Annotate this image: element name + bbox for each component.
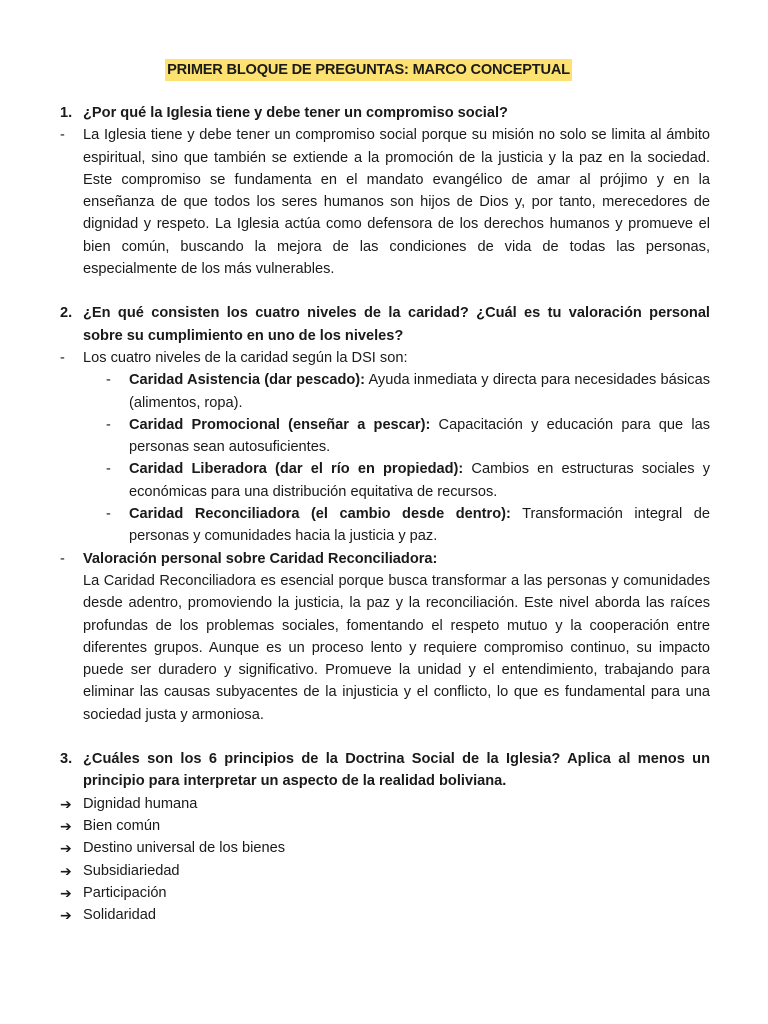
arrow-icon: ➔	[60, 884, 72, 901]
principle-text: Bien común	[83, 817, 161, 834]
answer-text: La Iglesia tiene y debe tener un compromiso social porque su misión no solo se limita al ámbito espiritual, sino que también se extiende a la promoción de la justicia y la paz en la sociedad. Este compromiso se fundamenta en el mandato evangélico de amar al prójimo y en la enseñanza de que todos los seres humanos son hijos de Dios y, por tanto, merecedores de dignidad y respeto. La Iglesia actúa como defensora de los derechos humanos y promueve el bien común, buscando la mejora de las condiciones de vida de todas las personas, especialmente de los más vulnerables.	[83, 127, 710, 278]
answer-1	[60, 124, 710, 280]
answer-2-intro	[60, 347, 710, 369]
charity-level-label: Caridad Liberadora (dar el río en propiedad):	[129, 461, 464, 478]
charity-level	[60, 458, 710, 503]
question-number: 2.	[60, 305, 73, 322]
charity-level-text: Transformación integral de personas y comunidades hacia la justicia y paz.	[129, 506, 710, 545]
dash-bullet: -	[60, 349, 65, 366]
arrow-icon: ➔	[60, 907, 72, 924]
charity-level-label: Caridad Asistencia (dar pescado):	[129, 372, 366, 389]
principle-text: Participación	[83, 884, 167, 901]
arrow-icon: ➔	[60, 862, 72, 879]
question-text: ¿En qué consisten los cuatro niveles de la caridad? ¿Cuál es tu valoración personal sobre su cumplimiento en uno de los niveles?	[83, 305, 710, 344]
title-wrap	[0, 59, 737, 81]
principle-item	[60, 793, 710, 815]
dash-bullet: -	[60, 550, 65, 567]
valoracion-block	[60, 548, 710, 726]
charity-level-label: Caridad Reconciliadora (el cambio desde dentro):	[129, 506, 511, 523]
charity-level-text: Capacitación y educación para que las personas sean autosuficientes.	[129, 416, 711, 456]
principle-text: Subsidiariedad	[83, 862, 180, 879]
valoracion-text: La Caridad Reconciliadora es esencial porque busca transformar a las personas y comunidades desde adentro, promoviendo la justicia, la paz y la reconciliación. Este nivel aborda las raíces profundas de los problemas sociales, fomentando el respeto mutuo y la cooperación entre diferentes grupos. Aunque es un proceso lento y requiere compromiso continuo, su impacto puede ser duradero y significativo. Promueve la unidad y el entendimiento, trabajando para eliminar las causas subyacentes de la injusticia y el conflicto, lo que es fundamental para una sociedad justa y armoniosa.	[83, 572, 710, 723]
dash-bullet: -	[106, 461, 111, 478]
dash-bullet: -	[106, 416, 111, 433]
charity-level	[60, 369, 710, 414]
principle-item	[60, 837, 710, 859]
principle-item	[60, 904, 710, 926]
arrow-icon: ➔	[60, 795, 72, 812]
charity-level	[60, 414, 710, 459]
dash-bullet: -	[60, 127, 65, 144]
principle-text: Dignidad humana	[83, 795, 198, 812]
question-text: ¿Cuáles son los 6 principios de la Doctrina Social de la Iglesia? Aplica al menos un principio para interpretar un aspecto de la realidad boliviana.	[83, 751, 710, 790]
principle-item	[60, 882, 710, 904]
document-title: PRIMER BLOQUE DE PREGUNTAS: MARCO CONCEPTUAL	[165, 59, 572, 81]
principle-text: Destino universal de los bienes	[83, 840, 285, 857]
question-3	[60, 748, 710, 793]
principle-text: Solidaridad	[83, 907, 157, 924]
question-1	[60, 102, 710, 124]
arrow-icon: ➔	[60, 817, 72, 834]
charity-level-text: Ayuda inmediata y directa para necesidades básicas (alimentos, ropa).	[129, 372, 710, 411]
principle-item	[60, 860, 710, 882]
arrow-icon: ➔	[60, 840, 72, 857]
question-2	[60, 302, 710, 347]
charity-level-label: Caridad Promocional (enseñar a pescar):	[129, 416, 431, 433]
dash-bullet: -	[106, 506, 111, 523]
charity-level-text: Cambios en estructuras sociales y económicas para una distribución equitativa de recursos.	[129, 461, 711, 500]
dash-bullet: -	[106, 372, 111, 389]
charity-level	[60, 503, 710, 548]
intro-text: Los cuatro niveles de la caridad según la DSI son:	[83, 349, 408, 366]
document-content	[60, 102, 710, 926]
principle-item	[60, 815, 710, 837]
question-number: 1.	[60, 105, 73, 121]
valoracion-heading: Valoración personal sobre Caridad Reconciliadora:	[83, 550, 438, 567]
question-number: 3.	[60, 751, 73, 768]
question-text: ¿Por qué la Iglesia tiene y debe tener un compromiso social?	[83, 105, 508, 121]
